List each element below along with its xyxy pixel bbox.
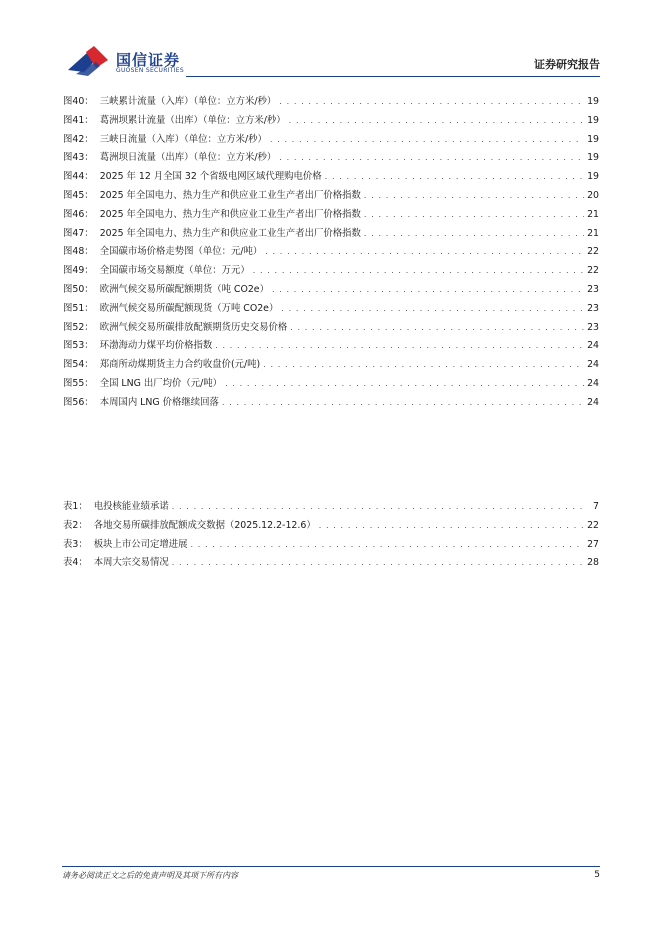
toc-entry-title: 三峡日流量（入库）（单位：立方米/秒） [99, 133, 267, 145]
toc-entry-title: 全国 LNG 出厂均价（元/吨） [99, 377, 223, 389]
toc-entry-title: 2025 年 12 月全国 32 个省级电网区域代理购电价格 [99, 171, 322, 183]
toc-dot-leader [270, 131, 584, 150]
figure-index-row[interactable] [63, 243, 599, 262]
toc-entry-page: 24 [587, 396, 599, 408]
toc-entry-title: 全国碳市场交易额度（单位：万元） [99, 265, 250, 277]
toc-entry-page: 21 [587, 208, 599, 220]
toc-dot-leader [265, 243, 584, 262]
toc-entry-title: 本周大宗交易情况 [93, 557, 169, 569]
toc-entry-title: 2025 年全国电力、热力生产和供应业工业生产者出厂价格指数 [99, 227, 361, 239]
figure-index-row[interactable] [63, 375, 599, 394]
toc-entry-title: 葛洲坝日流量（出库）（单位：立方米/秒） [99, 152, 277, 164]
header-divider [186, 76, 600, 77]
toc-dot-leader [215, 337, 584, 356]
toc-dot-leader [222, 394, 584, 413]
toc-entry-number: 图42： [63, 133, 94, 145]
toc-entry-page: 19 [587, 133, 599, 145]
toc-dot-leader [263, 356, 584, 375]
footer-divider [62, 866, 600, 867]
guosen-logo-icon [66, 46, 110, 76]
toc-entry-page: 27 [587, 538, 599, 550]
toc-entry-page: 19 [587, 152, 599, 164]
toc-entry-title: 全国碳市场价格走势图（单位：元/吨） [99, 246, 263, 258]
toc-entry-number: 表1： [63, 501, 88, 512]
brand-name-cn: 国信证券 [116, 51, 181, 69]
toc-entry-number: 图49： [63, 265, 94, 277]
toc-entry-title: 环渤海动力煤平均价格指数 [99, 340, 213, 352]
toc-dot-leader [290, 319, 584, 338]
figure-index-row[interactable] [63, 93, 599, 112]
page-header [0, 0, 662, 80]
figure-index-row[interactable] [63, 149, 599, 168]
figure-index-row[interactable] [63, 337, 599, 356]
toc-dot-leader [289, 112, 584, 131]
toc-dot-leader [172, 498, 584, 517]
toc-entry-page: 22 [587, 519, 599, 531]
toc-entry-title: 葛洲坝累计流量（出库）（单位：立方米/秒） [99, 114, 286, 126]
figure-index-row[interactable] [63, 206, 599, 225]
toc-entry-number: 图56： [63, 396, 94, 408]
toc-entry-page: 22 [587, 246, 599, 258]
toc-entry-page: 24 [587, 377, 599, 389]
brand-name-en: GUOSEN SECURITIES [116, 67, 185, 74]
toc-entry-title: 本周国内 LNG 价格继续回落 [99, 396, 219, 408]
toc-entry-title: 板块上市公司定增进展 [93, 538, 188, 550]
toc-dot-leader [279, 93, 584, 112]
toc-entry-title: 三峡累计流量（入库）（单位：立方米/秒） [99, 96, 277, 107]
toc-entry-title: 欧洲气候交易所碳排放配额期货历史交易价格 [99, 321, 288, 333]
toc-entry-page: 22 [587, 265, 599, 277]
toc-dot-leader [279, 149, 584, 168]
toc-entry-number: 图55： [63, 377, 94, 389]
toc-dot-leader [225, 375, 584, 394]
report-type-label: 证券研究报告 [534, 58, 600, 71]
toc-entry-page: 7 [593, 501, 599, 512]
toc-entry-number: 表2： [63, 519, 88, 531]
toc-dot-leader [364, 206, 584, 225]
toc-entry-number: 图44： [63, 171, 94, 183]
toc-entry-page: 23 [587, 283, 599, 295]
table-index-list [63, 498, 599, 573]
table-index-row[interactable] [63, 554, 599, 573]
toc-entry-title: 2025 年全国电力、热力生产和供应业工业生产者出厂价格指数 [99, 189, 361, 201]
toc-entry-number: 图43： [63, 152, 94, 164]
toc-entry-page: 19 [587, 171, 599, 183]
figure-index-row[interactable] [63, 131, 599, 150]
toc-dot-leader [325, 168, 584, 187]
toc-dot-leader [272, 281, 584, 300]
toc-entry-number: 图45： [63, 189, 94, 201]
toc-entry-page: 20 [587, 189, 599, 201]
toc-entry-page: 19 [587, 114, 599, 126]
toc-entry-page: 21 [587, 227, 599, 239]
table-index-row[interactable] [63, 536, 599, 555]
toc-entry-page: 19 [587, 96, 599, 107]
toc-entry-number: 图47： [63, 227, 94, 239]
toc-dot-leader [190, 536, 584, 555]
toc-entry-number: 图40： [63, 96, 94, 107]
toc-entry-number: 图53： [63, 340, 94, 352]
toc-dot-leader [364, 225, 584, 244]
toc-entry-page: 24 [587, 359, 599, 371]
figure-index-list [63, 93, 599, 413]
toc-dot-leader [281, 300, 584, 319]
toc-entry-title: 欧洲气候交易所碳配额现货（万吨 CO2e） [99, 302, 279, 314]
toc-dot-leader [319, 517, 584, 536]
toc-entry-number: 图48： [63, 246, 94, 258]
page-number: 5 [594, 870, 600, 880]
toc-entry-title: 各地交易所碳排放配额成交数据（2025.12.2-12.6） [93, 519, 316, 531]
figure-index-row[interactable] [63, 394, 599, 413]
toc-entry-page: 23 [587, 302, 599, 314]
toc-dot-leader [253, 262, 584, 281]
toc-entry-number: 图41： [63, 114, 94, 126]
toc-dot-leader [364, 187, 584, 206]
toc-entry-title: 郑商所动煤期货主力合约收盘价(元/吨) [99, 359, 261, 371]
figure-index-row[interactable] [63, 187, 599, 206]
figure-index-row[interactable] [63, 225, 599, 244]
toc-entry-number: 图52： [63, 321, 94, 333]
figure-index-row[interactable] [63, 319, 599, 338]
figure-index-row[interactable] [63, 356, 599, 375]
figure-index-row[interactable] [63, 281, 599, 300]
toc-entry-number: 图50： [63, 283, 94, 295]
toc-entry-page: 28 [587, 557, 599, 569]
disclaimer-note: 请务必阅读正文之后的免责声明及其项下所有内容 [62, 871, 238, 880]
toc-entry-number: 图51： [63, 302, 94, 314]
figure-index-row[interactable] [63, 262, 599, 281]
toc-entry-number: 表3： [63, 538, 88, 550]
toc-entry-page: 24 [587, 340, 599, 352]
figure-index-row[interactable] [63, 300, 599, 319]
table-index-row[interactable] [63, 498, 599, 517]
toc-entry-number: 图46： [63, 208, 94, 220]
toc-entry-number: 图54： [63, 359, 94, 371]
toc-entry-page: 23 [587, 321, 599, 333]
table-index-row[interactable] [63, 517, 599, 536]
toc-dot-leader [172, 554, 584, 573]
toc-entry-title: 欧洲气候交易所碳配额期货（吨 CO2e） [99, 283, 269, 295]
toc-entry-title: 2025 年全国电力、热力生产和供应业工业生产者出厂价格指数 [99, 208, 361, 220]
figure-index-row[interactable] [63, 168, 599, 187]
figure-index-row[interactable] [63, 112, 599, 131]
toc-entry-title: 电投核能业绩承诺 [93, 501, 169, 512]
toc-entry-number: 表4： [63, 557, 88, 569]
